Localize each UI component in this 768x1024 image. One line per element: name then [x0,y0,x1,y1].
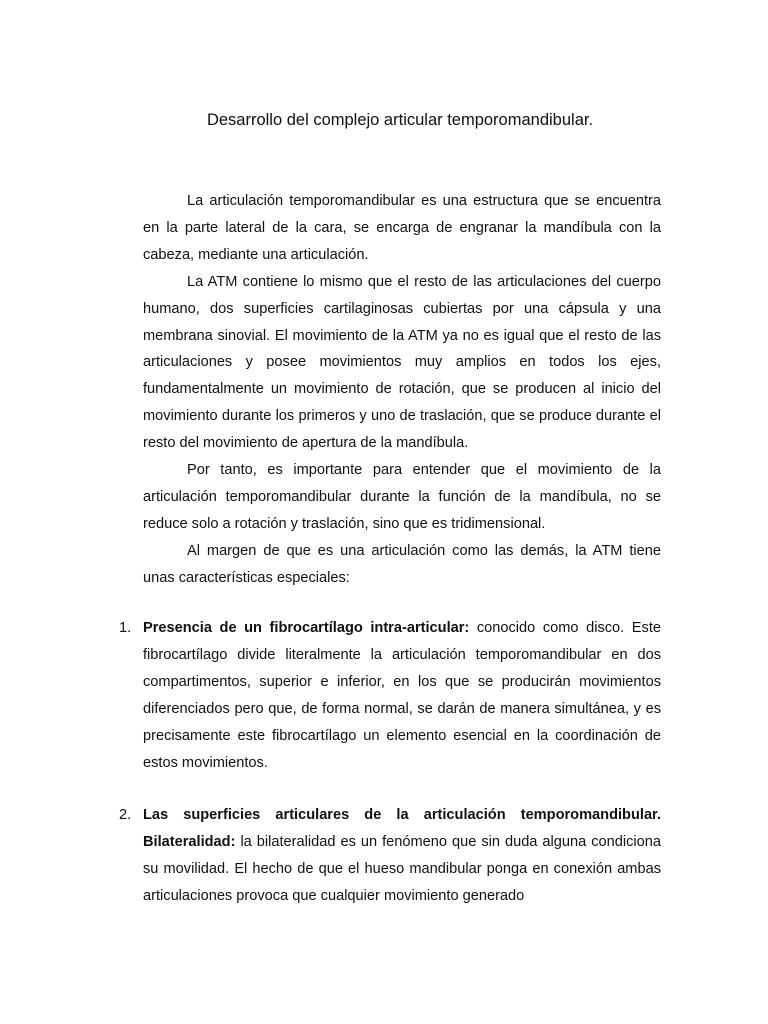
list-item-text [143,615,661,776]
list-item-body: la bilateralidad es un fenómeno que sin duda alguna condiciona su movilidad. El hecho de que el hueso mandibular ponga en conexión ambas articulaciones provoca que cualquier movimiento generado [143,833,661,904]
list-item-heading: Las superficies articulares de la articulación temporomandibular. Bilateralidad: [143,807,661,850]
paragraph: Por tanto, es importante para entender que el movimiento de la articulación temporomandibular durante la función de la mandíbula, no se reduce solo a rotación y traslación, sino que es tridimensional. [143,462,661,532]
list-item [119,615,661,776]
list-item-heading: Presencia de un fibrocartílago intra-articular: [143,620,470,636]
list-item-text [143,802,661,910]
paragraph: La ATM contiene lo mismo que el resto de las articulaciones del cuerpo humano, dos superficies cartilaginosas cubiertas por una cápsula y una membrana sinovial. El movimiento de la ATM ya no es igual que el resto de las articulaciones y posee movimientos muy amplios en todos los ejes, fundamentalmente un movimiento de rotación, que se producen al inicio del movimiento durante los primeros y uno de traslación, que se produce durante el resto del movimiento de apertura de la mandíbula. [143,273,661,452]
document-title: Desarrollo del complejo articular temporomandibular. [206,111,594,129]
document-body [143,188,661,592]
list-item-body: conocido como disco. Este fibrocartílago divide literalmente la articulación temporomandibular en dos compartimentos, superior e inferior, en los que se producirán movimientos diferenciados pero que, de forma normal, se darán de manera simultánea, y es precisamente este fibrocartílago un elemento esencial en la coordinación de estos movimientos. [143,620,661,771]
paragraph: Al margen de que es una articulación como las demás, la ATM tiene unas características especiales: [143,542,661,586]
list-number: 1. [119,620,132,636]
list-item [119,802,661,910]
list-number: 2. [119,807,132,823]
paragraph: La articulación temporomandibular es una estructura que se encuentra en la parte lateral de la cara, se encarga de engranar la mandíbula con la cabeza, mediante una articulación. [143,193,661,263]
